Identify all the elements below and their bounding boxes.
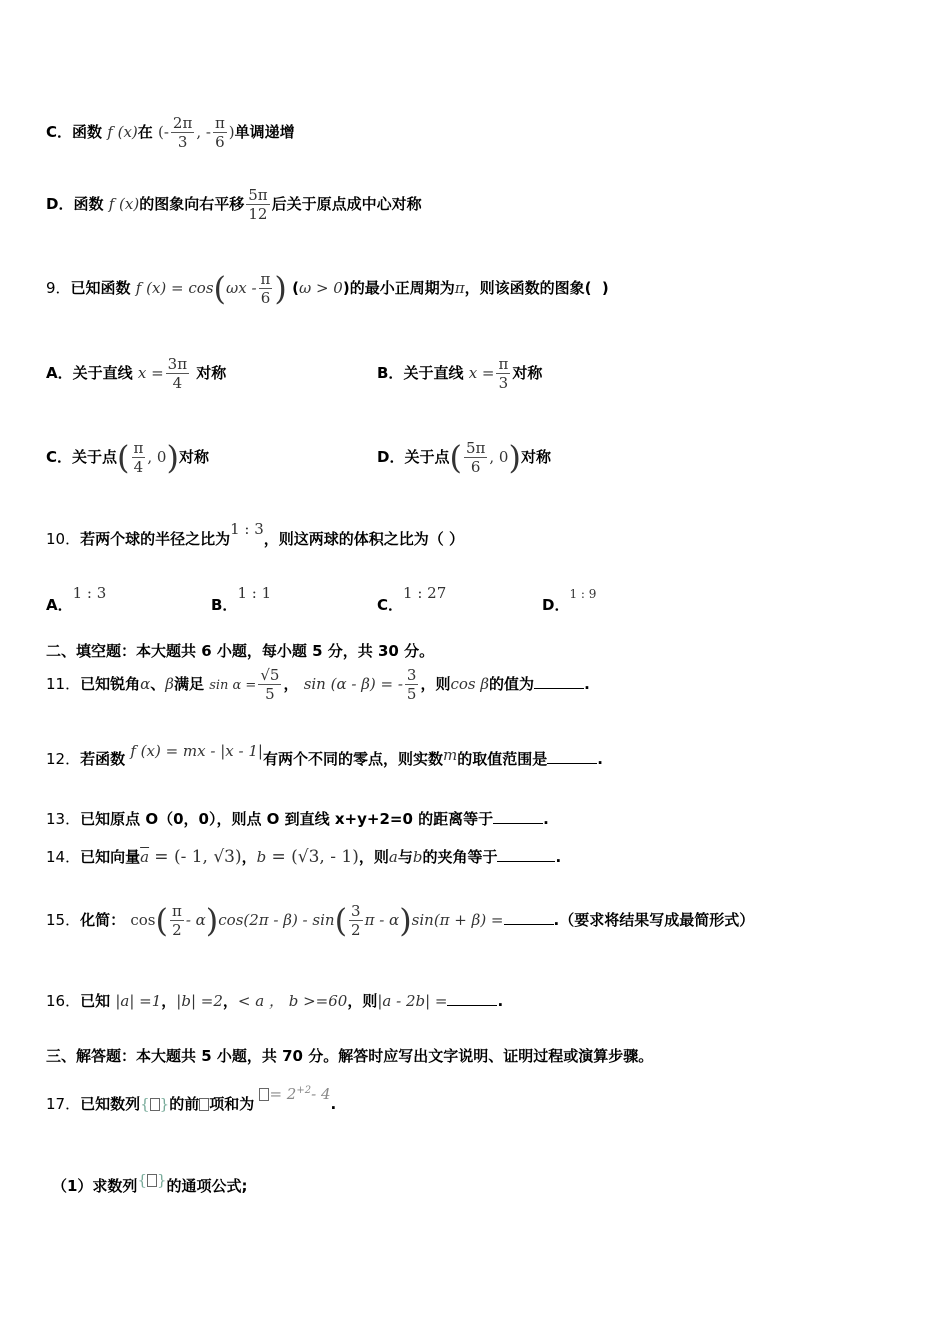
question-17: 17．已知数列{ }的前 项和为 = $2^{+2}-$ 4. (46, 1085, 337, 1113)
q8-option-c: C．函数 f (x)在 (- $\frac{2\pi}{3}$ , - $\frac{\pi}{6}$ )单调递增 (46, 114, 295, 151)
question-11: 11．已知锐角α、β满足 sin α = $\frac{√5}{5}$ ， sin (α - β) = - $\frac{3}{5}$ ，则cos β的值为 . (46, 666, 590, 703)
fraction: $\frac{3}{5}$ (406, 666, 417, 703)
question-12: 12．若函数 f (x) = mx - |x - 1|有两个不同的零点，则实数m的取值范围是 . (46, 742, 603, 768)
answer-blank[interactable] (497, 847, 555, 862)
fraction: $\frac{\pi}{3}$ (498, 355, 509, 392)
section-3-heading: 三、解答题：本大题共 5 小题，共 70 分。解答时应写出文字说明、证明过程或演算步骤。 (46, 1047, 654, 1065)
question-15: 15．化简： cos( $\frac{\pi}{2}$ - α)cos(2π - β) - sin( $\frac{3}{2}$ π - α)sin(π + β) = .（要求将结果写成最简形式） (46, 901, 755, 940)
q9-option-a: A．关于直线 x = $\frac{3\pi}{4}$ 对称 (46, 355, 227, 392)
fraction: $\frac{\pi}{2}$ (171, 902, 182, 939)
fraction: $\frac{\pi}{6}$ (260, 270, 271, 307)
q10-option-d: D．1 : 9 (542, 587, 597, 614)
answer-blank[interactable] (547, 749, 597, 764)
q10-option-c: C．1 : 27 (377, 584, 447, 614)
fraction: $\frac{3\pi}{4}$ (167, 355, 188, 392)
fraction: $\frac{\pi}{6}$ (214, 114, 225, 151)
q9-option-d: D．关于点( $\frac{5\pi}{6}$ , 0)对称 (377, 438, 551, 477)
q10-option-b: B．1 : 1 (211, 584, 272, 614)
placeholder-glyph (147, 1174, 157, 1187)
question-13: 13．已知原点 O（0，0），则点 O 到直线 x+y+2=0 的距离等于 . (46, 810, 549, 828)
answer-blank[interactable] (504, 910, 554, 925)
q10-option-a: A．1 : 3 (46, 584, 107, 614)
math-fx: f (x) (107, 123, 138, 141)
fraction: $\frac{\pi}{4}$ (133, 439, 144, 476)
answer-blank[interactable] (447, 991, 497, 1006)
q17-part-1: （1）求数列{ }的通项公式; (52, 1171, 248, 1195)
fraction: $\frac{5\pi}{6}$ (465, 439, 486, 476)
fraction: $\frac{√5}{5}$ (260, 666, 280, 703)
question-10: 10．若两个球的半径之比为1 : 3，则这两球的体积之比为（ ） (46, 520, 465, 548)
placeholder-glyph (199, 1098, 209, 1111)
section-2-heading: 二、填空题：本大题共 6 小题，每小题 5 分，共 30 分。 (46, 642, 435, 660)
fraction: $\frac{3}{2}$ (351, 902, 361, 939)
q8-option-d: D．函数 f (x)的图象向右平移 $\frac{5\pi}{12}$ 后关于原点成中心对称 (46, 186, 422, 223)
question-9: 9．已知函数 f (x) = cos(ωx - $\frac{\pi}{6}$ ) (ω > 0)的最小正周期为π，则该函数的图象( ) (46, 269, 609, 308)
answer-blank[interactable] (534, 674, 584, 689)
placeholder-glyph (150, 1098, 160, 1111)
q9-option-c: C．关于点( $\frac{\pi}{4}$ , 0)对称 (46, 438, 209, 477)
question-14: 14．已知向量$\overline{a}$ = (- 1, √3)，b = (√3, - 1)，则a与b的夹角等于 . (46, 847, 562, 867)
answer-blank[interactable] (493, 809, 543, 824)
placeholder-glyph (259, 1088, 269, 1101)
question-16: 16．已知 |a| =1，|b| =2，< a ， b >=60，则|a - 2b| = . (46, 992, 504, 1010)
fraction: $\frac{5\pi}{12}$ (248, 186, 268, 223)
fraction: $\frac{2\pi}{3}$ (172, 114, 193, 151)
q9-option-b: B．关于直线 x = $\frac{\pi}{3}$ 对称 (377, 355, 543, 392)
